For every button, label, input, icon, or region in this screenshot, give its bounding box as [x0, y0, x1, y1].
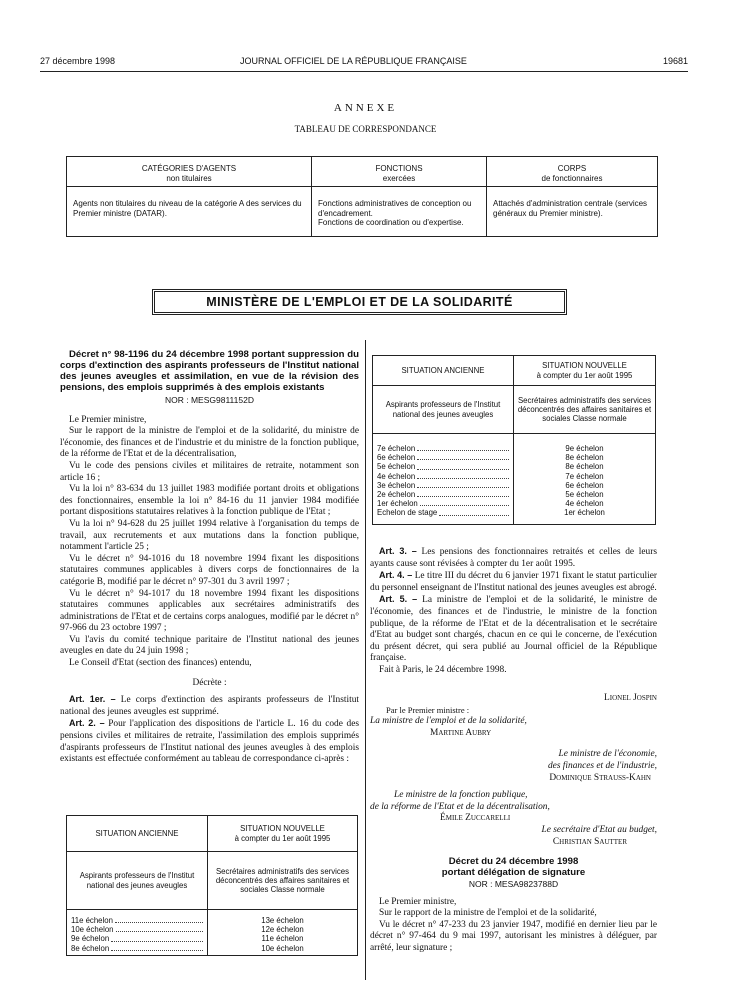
table-row-old-echelon: 4e échelon	[377, 472, 511, 481]
paragraph: Vu le code des pensions civiles et militaires de retraite, notamment son article 16 ;	[60, 460, 359, 483]
table-row-new-echelon: 10e échelon	[261, 943, 304, 953]
paragraph: Le Conseil d'Etat (section des finances) entendu,	[69, 658, 252, 669]
ministry-title: MINISTÈRE DE L'EMPLOI ET DE LA SOLIDARITÉ	[154, 291, 565, 313]
table-row-new-echelon: 9e échelon	[565, 444, 604, 453]
done-at-paris: Fait à Paris, le 24 décembre 1998.	[379, 664, 507, 675]
cell-fonctions: Fonctions administratives de conception ou d'encadrement. Fonctions de coordination ou d'expertise.	[312, 187, 487, 237]
article-3: Art. 3. – Les pensions des fonctionnaires retraités et celles de leurs ayants cause sont révisées à compter du 1er août 1995.	[370, 546, 658, 569]
situation-table-left: SITUATION ANCIENNE SITUATION NOUVELLE à compter du 1er août 1995 Aspirants professeurs de l'Institut national des jeunes aveugles Secrétaires administratifs des services déconcentrés des affaires sanitaires et sociales Classe normale 11e échelon 10e échelon 9e échelon 8e échelon 13e échelon 12e échelon 11e échelon 10e échelon	[66, 815, 358, 956]
table-row-new-echelon: 13e échelon	[261, 916, 304, 925]
table-row-new-echelon: 11e échelon	[261, 934, 304, 944]
paragraph: Vu la loi n° 83-634 du 13 juillet 1983 modifiée portant droits et obligations des fonctionnaires, ensemble la loi n° 84-16 du 11 janvier 1984 modifiée portant dispositions statutaires relatives à la fonction publique de l'Etat ;	[60, 484, 359, 518]
signature-par: Par le Premier ministre :	[386, 704, 470, 715]
table-row-new-echelon: 6e échelon	[565, 480, 604, 490]
column-divider	[365, 340, 366, 980]
cell-categories: Agents non titulaires du niveau de la catégorie A des services du Premier ministre (DATAR).	[67, 187, 312, 237]
col-header-fonctions: FONCTIONS exercées	[312, 157, 487, 187]
signature-m2-title: Le ministre de l'économie,	[558, 749, 657, 760]
signature-m1-name: Martine Aubry	[430, 727, 492, 738]
table-row-new-echelon: 5e échelon	[565, 490, 604, 500]
table-row-old-echelon: 7e échelon	[377, 444, 511, 453]
table-row-new-echelon: 4e échelon	[565, 499, 604, 509]
article-2: Art. 2. – Pour l'application des dispositions de l'article L. 16 du code des pensions civiles et militaires de retraite, l'assimilation des emplois supprimés d'aspirants professeurs de l'Institut national des jeunes aveugles à des emplois existants est effectuée conformément au tableau de correspondance ci-après :	[60, 718, 360, 765]
table-row-old-echelon: 5e échelon	[377, 462, 511, 471]
article-5: Art. 5. – La ministre de l'emploi et de la solidarité, le ministre de l'économie, des finances et de l'industrie, le ministre de la fonction publique, de la réforme de l'Etat et de la décentralisation et le secrétaire d'Etat au budget sont chargés, chacun en ce qui le concerne, de l'exécution du présent décret, qui sera publié au Journal officiel de la République française.	[370, 594, 658, 664]
situation-table-right: SITUATION ANCIENNE SITUATION NOUVELLE à compter du 1er août 1995 Aspirants professeurs de l'Institut national des jeunes aveugles Secrétaires administratifs des services déconcentrés des affaires sanitaires et sociales Classe normale 7e échelon 6e échelon 5e échelon 4e échelon 3e échelon 2e échelon 1er échelon Echelon de stage 9e échelon 8e échelon 8e échelon 7e échelon 6e échelon 5e échelon 4e échelon 1er échelon	[372, 355, 656, 525]
table-row-new-echelon: 1er échelon	[564, 508, 605, 518]
decree-2-nor: NOR : MESA9823788D	[468, 879, 559, 889]
paragraph: Vu le décret n° 94-1016 du 18 novembre 1994 fixant les dispositions statutaires communes applicables à divers corps de fonctionnaires de la catégorie B, modifié par le décret n° 97-301 du 3 avril 1997 ;	[60, 553, 359, 587]
table-row-old-echelon: 2e échelon	[377, 490, 511, 499]
signature-pm: Lionel Jospin	[604, 693, 657, 703]
table-row-old-echelon: 1er échelon	[377, 499, 511, 508]
signature-m2-name: Dominique Strauss-Kahn	[549, 772, 651, 783]
paragraph: Sur le rapport de la ministre de l'emploi et de la solidarité,	[379, 908, 597, 919]
page-header	[40, 56, 688, 68]
decree-2-title: Décret du 24 décembre 1998	[448, 856, 579, 867]
annexe-subtitle: TABLEAU DE CORRESPONDANCE	[294, 124, 437, 134]
paragraph: Vu le décret n° 94-1017 du 18 novembre 1994 fixant les dispositions statutaires communes applicables aux secrétaires administratifs des administrations de l'Etat et de certains corps analogues, modifié par le décret n° 97-966 du 23 octobre 1997 ;	[60, 588, 359, 634]
paragraph: Sur le rapport de la ministre de l'emploi et de la solidarité, du ministre de l'économie, des finances et de l'industrie et du ministre de la fonction publique, de la réforme de l'Etat et de la décentralisation,	[60, 426, 359, 460]
signature-m3-name: Émile Zuccarelli	[440, 813, 511, 824]
decree-1-nor: NOR : MESG9811152D	[165, 395, 254, 405]
table-row-old-echelon: 9e échelon	[71, 934, 205, 943]
table-row-old-echelon: 11e échelon	[71, 916, 205, 925]
signature-m3-title: Le ministre de la fonction publique,	[394, 790, 528, 801]
header-rule	[40, 71, 688, 72]
signatures: Lionel Jospin Par le Premier ministre : La ministre de l'emploi et de la solidarité, Martine Aubry Le ministre de l'économie, des finances et de l'industrie, Dominique Strauss-Kahn Le ministre de la fonction publique, de la réforme de l'Etat et de la décentralisation, Émile Zuccarelli Le secrétaire d'Etat au budget, Christian Sautter	[370, 693, 657, 847]
table-row-new-echelon: 7e échelon	[565, 471, 604, 481]
header-journal: JOURNAL OFFICIEL DE LA RÉPUBLIQUE FRANÇAISE	[240, 56, 467, 66]
header-date: 27 décembre 1998	[40, 56, 116, 66]
annexe-title: ANNEXE	[333, 102, 398, 114]
signature-m1-title: La ministre de l'emploi et de la solidarité,	[370, 716, 527, 727]
paragraph: Vu le décret n° 47-233 du 23 janvier 1947, modifié en dernier lieu par le décret n° 97-464 du 9 mai 1997, autorisant les ministres à déléguer, par arrêté, leur signature ;	[370, 919, 657, 953]
article-1: Art. 1er. – Le corps d'extinction des aspirants professeurs de l'Institut national des jeunes aveugles est supprimé.	[60, 694, 359, 717]
table-row-old-echelon: 10e échelon	[71, 925, 205, 934]
cell-corps: Attachés d'administration centrale (services généraux du Premier ministre).	[487, 187, 658, 237]
signature-m4-name: Christian Sautter	[552, 836, 627, 847]
decree-1-left-column	[60, 349, 359, 766]
col-header-categories: CATÉGORIES D'AGENTS non titulaires	[67, 157, 312, 187]
table-row-new-echelon: 8e échelon	[565, 462, 604, 472]
article-4: Art. 4. – Le titre III du décret du 6 janvier 1971 fixant le statut particulier du personnel enseignant de l'Institut national des jeunes aveugles est abrogé.	[370, 570, 658, 593]
decree-1-right-column	[370, 546, 657, 677]
signature-m4-title: Le secrétaire d'Etat au budget,	[541, 824, 657, 835]
header-page-number: 19681	[662, 56, 688, 66]
table-row-old-echelon: 8e échelon	[71, 944, 205, 953]
decree-2: Décret du 24 décembre 1998 portant délégation de signature NOR : MESA9823788D Le Premier ministre, Sur le rapport de la ministre de l'emploi et de la solidarité, Vu le décret n° 47-233 du 23 janvier 1947, modifié en dernier lieu par le décret n° 97-464 du 9 mai 1997, autorisant les ministres à déléguer, par arrêté, leur signature ;	[370, 856, 657, 953]
table-row-old-echelon: Echelon de stage	[377, 508, 511, 517]
paragraph: Vu la loi n° 94-628 du 25 juillet 1994 relative à l'organisation du temps de travail, aux recrutements et aux mutations dans la fonction publique, notamment l'article 25 ;	[60, 518, 359, 553]
decree-1-title: Décret n° 98-1196 du 24 décembre 1998 portant suppression du corps d'extinction des aspirants professeurs de l'Institut national des jeunes aveugles et assimilation, en vue de la révision des pensions, des emplois supprimés à des emplois existants	[60, 349, 359, 393]
table-row-new-echelon: 12e échelon	[261, 925, 304, 935]
paragraph: Le Premier ministre,	[379, 896, 457, 907]
col-header-corps: CORPS de fonctionnaires	[487, 157, 658, 187]
decrete: Décrète :	[192, 677, 227, 688]
paragraph: Vu l'avis du comité technique paritaire de l'Institut national des jeunes aveugles en date du 24 juin 1998 ;	[60, 634, 359, 657]
table-row-old-echelon: 6e échelon	[377, 453, 511, 462]
table-row-new-echelon: 8e échelon	[565, 453, 604, 463]
table-row-old-echelon: 3e échelon	[377, 481, 511, 490]
correspondence-table	[66, 156, 658, 237]
paragraph: Le Premier ministre,	[69, 414, 147, 425]
